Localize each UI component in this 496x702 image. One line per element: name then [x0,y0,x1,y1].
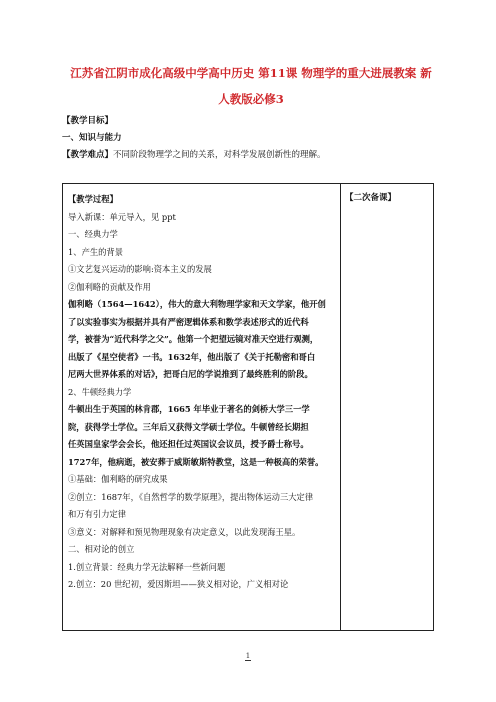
lesson-content-cell [68,191,334,594]
page-number: 1 [245,652,251,660]
lesson-paragraph: 任英国皇家学会会长，他还担任过英国议会议员，授予爵士称号。 [68,439,309,449]
lesson-paragraph: 和万有引力定律 [68,509,127,519]
lesson-paragraph: 1、产生的背景 [68,246,124,257]
lesson-paragraph: 一、经典力学 [68,229,118,239]
column-divider [340,184,341,630]
lesson-paragraph: 【教学过程】 [68,194,118,204]
lesson-paragraph: 2、牛顿经典力学 [68,386,132,397]
lesson-paragraph: 尼两大世界体系的对话》，把哥白尼的学说推到了最终胜利的阶段。 [68,369,313,379]
lesson-paragraph: 伽利略（1564—1642），伟大的意大利物理学家和天文学家，他开创 [68,299,326,309]
lesson-paragraph: ①基础：伽利略的研究成果 [68,474,168,484]
goal-heading: 【教学目标】 [62,116,114,126]
doc-title-line2: 人教版必修3 [218,92,284,106]
knowledge-heading: 一、知识与能力 [62,133,122,143]
difficulty-line [62,148,326,162]
doc-title-line1: 江苏省江阴市成化高级中学高中历史 第11课 物理学的重大进展教案 新 [70,66,432,80]
lesson-paragraph: 1.创立背景：经典力学无法解释一些新问题 [68,561,226,572]
lesson-paragraph: ②伽利略的贡献及作用 [68,281,151,292]
lesson-paragraph: 导入新课：单元导入，见 ppt [68,211,176,222]
lesson-paragraph: 二、相对论的创立 [68,544,135,554]
lesson-paragraph: ②创立：1687年，《自然哲学的数学原理》，提出物体运动三大定律 [68,491,314,502]
lesson-paragraph: 牛顿出生于英国的林肯郡，1665 年毕业于著名的剑桥大学三一学 [68,404,310,414]
lesson-table [62,183,434,631]
lesson-paragraph: 出版了《星空使者》一书。1632年，他出版了《关于托勒密和哥白 [68,351,316,362]
lesson-paragraph: ③意义：对解释和预见物理现象有决定意义，以此发现海王星。 [68,526,301,537]
difficulty-label: 【教学难点】 [62,150,114,160]
lesson-paragraph: 了以实验事实为根据并具有严密逻辑体系和数学表述形式的近代科 [68,316,309,327]
lesson-paragraph: 2.创立：20 世纪初，爱因斯坦——狭义相对论，广义相对论 [68,579,289,589]
lesson-paragraph: 院，获得学士学位。三年后又获得文学硕士学位。牛顿曾经长期担 [68,421,309,432]
lesson-paragraph: 1727年，他病逝，被安葬于威斯敏斯特教堂，这是一种极高的荣誉。 [68,456,324,467]
lesson-paragraph: 学，被誉为“近代科学之父”。他第一个把望远镜对准天空进行观测， [68,334,319,344]
lesson-paragraph: ①文艺复兴运动的影响:资本主义的发展 [68,264,212,274]
second-prep-header: 【二次备课】 [345,193,397,203]
difficulty-text: 不同阶段物理学之间的关系，对科学发展创新性的理解。 [113,150,326,160]
